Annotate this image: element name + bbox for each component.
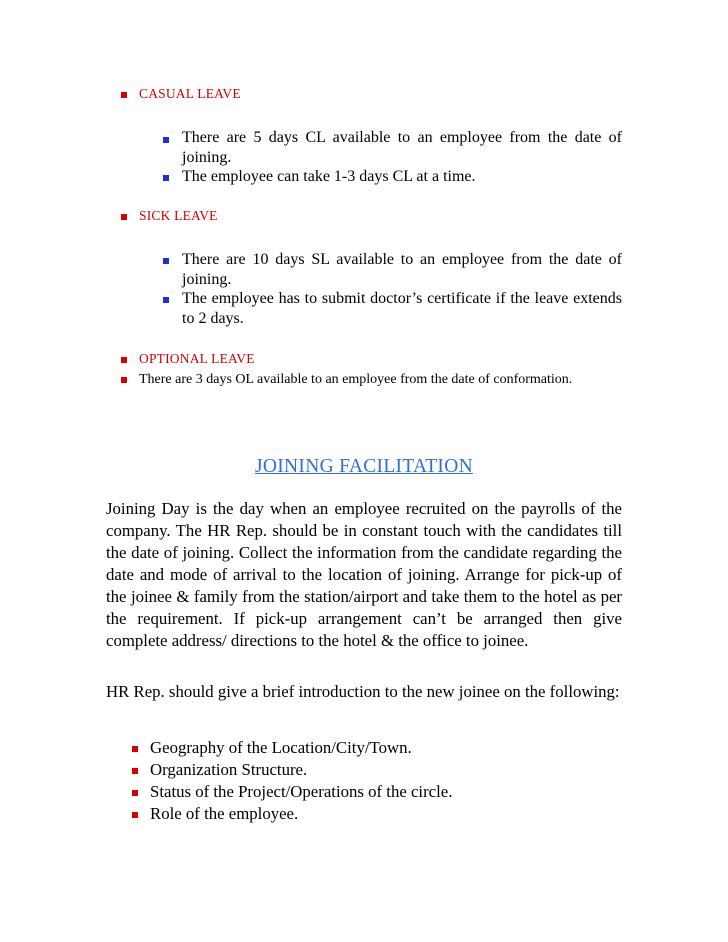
bullet-square-icon — [163, 297, 169, 303]
sick-leave-item: The employee has to submit doctor’s certificate if the leave extends to 2 days. — [182, 290, 622, 327]
bullet-square-icon — [132, 790, 138, 796]
bullet-square-icon — [163, 137, 169, 143]
bullet-square-icon — [132, 812, 138, 818]
list-item: Role of the employee. — [150, 804, 299, 823]
bullet-square-icon — [132, 746, 138, 752]
bullet-square-icon — [163, 175, 169, 181]
casual-leave-item: The employee can take 1-3 days CL at a time. — [182, 168, 476, 185]
joining-paragraph: Joining Day is the day when an employee recruited on the payrolls of the company. The HR Rep. should be in constant touch with the candidates till the date of joining. Collect the information from the candidate regarding the date and mode of arrival to the location of joining. Arrange for pick-up of the joinee & family from the station/airport and take them to the hotel as per the requirement. If pick-up arrangement can’t be arranged then give complete address/ directions to the hotel & the office to joinee. — [106, 499, 622, 650]
bullet-square-icon — [132, 768, 138, 774]
bullet-square-icon — [163, 258, 169, 264]
sick-leave-heading: SICK LEAVE — [139, 208, 218, 223]
sick-leave-item: There are 10 days SL available to an employee from the date of joining. — [182, 251, 622, 288]
list-item: Status of the Project/Operations of the circle. — [150, 782, 453, 801]
bullet-square-icon — [121, 92, 127, 98]
casual-leave-heading: CASUAL LEAVE — [139, 86, 241, 101]
section-title: JOINING FACILITATION — [254, 456, 473, 477]
bullet-square-icon — [121, 377, 127, 383]
list-item: Organization Structure. — [150, 760, 308, 779]
casual-leave-item: There are 5 days CL available to an employee from the date of joining. — [182, 129, 622, 166]
intro-paragraph: HR Rep. should give a brief introduction to the new joinee on the following: — [106, 682, 620, 701]
optional-leave-heading: OPTIONAL LEAVE — [139, 351, 255, 366]
optional-leave-detail: There are 3 days OL available to an employee from the date of conformation. — [139, 372, 573, 387]
list-item: Geography of the Location/City/Town. — [150, 738, 412, 757]
bullet-square-icon — [121, 214, 127, 220]
bullet-square-icon — [121, 357, 127, 363]
